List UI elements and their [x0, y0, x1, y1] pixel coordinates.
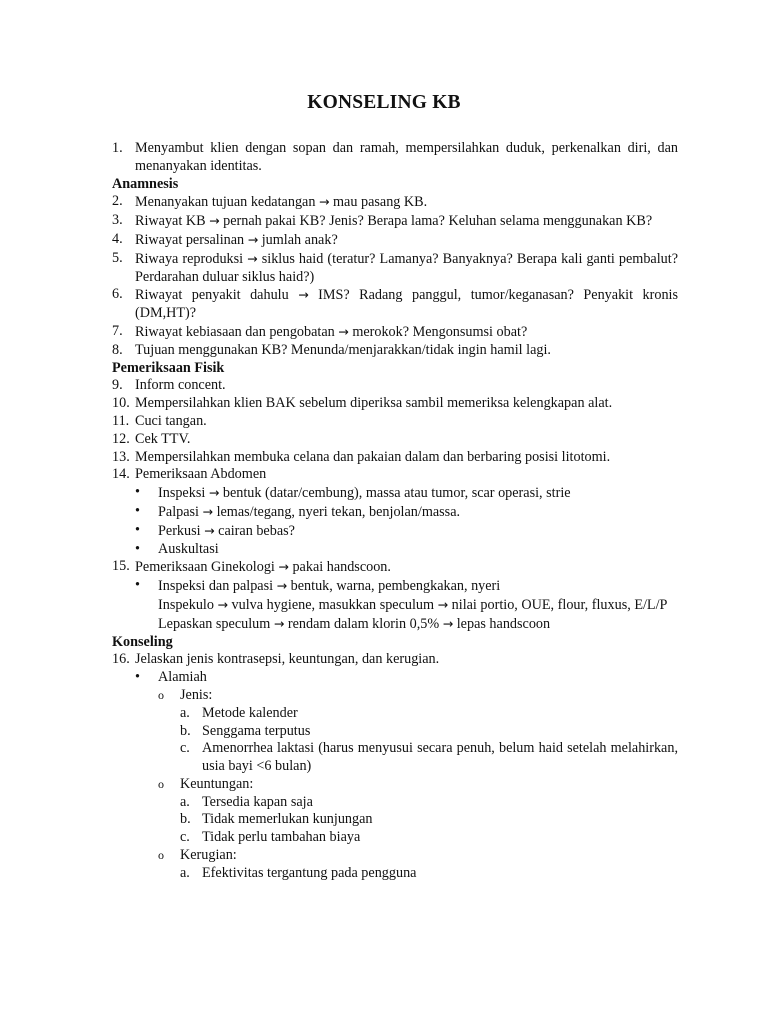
arrow-icon: →: [298, 287, 309, 303]
text-part: bentuk (datar/cembung), massa atau tumor, scar operasi, strie: [219, 485, 571, 502]
text-part: Riwayat KB: [135, 213, 210, 230]
item-number: 10.: [112, 395, 130, 412]
text-part: Riwayat persalinan: [135, 231, 248, 248]
text-part: Palpasi: [158, 503, 203, 520]
text-part: rendam dalam klorin 0,5%: [284, 615, 443, 632]
item-text: [135, 323, 678, 342]
item-number: 11.: [112, 412, 130, 429]
arrow-icon: →: [442, 615, 454, 631]
text-part: jumlah anak?: [258, 231, 338, 248]
item-number: 12.: [112, 430, 130, 447]
item-letter: c.: [180, 829, 190, 846]
bullet-icon: •: [135, 577, 140, 594]
text-part: Lepaskan speculum: [158, 615, 274, 632]
item-number: 13.: [112, 448, 130, 465]
lettered-text: Metode kalender: [202, 704, 298, 721]
item-number: 8.: [112, 341, 123, 358]
bullet-icon: •: [135, 540, 140, 557]
lettered-text: Efektivitas tergantung pada pengguna: [202, 864, 417, 881]
list-item-14: [112, 466, 678, 484]
lettered-item: [180, 723, 678, 741]
text-part: vulva hygiene, masukkan speculum: [228, 596, 438, 613]
arrow-icon: →: [209, 213, 220, 229]
arrow-icon: →: [247, 231, 259, 247]
list-item-6: [112, 286, 678, 323]
text-part: Riwayat kebiasaan dan pengobatan: [135, 323, 339, 340]
bullet-item-alamiah: [135, 669, 678, 687]
item-number: 3.: [112, 212, 123, 229]
bullet-icon: •: [135, 521, 140, 538]
lettered-text: Amenorrhea laktasi (harus menyusui secara penuh, belum haid setelah melahirkan, usia bayi <6 bulan): [202, 740, 678, 775]
item-text: Jelaskan jenis kontrasepsi, keuntungan, dan kerugian.: [135, 651, 440, 668]
section-heading-konseling: Konseling: [112, 633, 173, 650]
item-text: Cuci tangan.: [135, 412, 207, 429]
item-text: [135, 231, 678, 250]
lettered-item: [180, 829, 678, 847]
text-part: pernah pakai KB? Jenis? Berapa lama? Keluhan selama menggunakan KB?: [219, 213, 653, 230]
text-part: nilai portio, OUE, flour, fluxus, E/L/P: [448, 596, 668, 613]
list-item-13: [112, 449, 678, 467]
arrow-icon: →: [318, 194, 330, 210]
arrow-icon: →: [278, 559, 289, 575]
item-number: 2.: [112, 193, 123, 210]
text-part: lemas/tegang, nyeri tekan, benjolan/massa.: [213, 503, 461, 520]
arrow-icon: →: [204, 522, 215, 538]
arrow-icon: →: [276, 578, 288, 594]
item-text: Mempersilahkan membuka celana dan pakaian dalam dan berbaring posisi litotomi.: [135, 448, 611, 465]
text-part: cairan bebas?: [214, 522, 295, 539]
document-body: [112, 140, 678, 883]
list-item-2: [112, 193, 678, 212]
bullet-item-palpasi: [135, 503, 678, 522]
arrow-icon: →: [217, 596, 228, 612]
sub-bullet-kerugian: [158, 847, 678, 865]
lettered-item: [180, 811, 678, 829]
text-part: Inspeksi: [158, 485, 209, 502]
list-item-15: [112, 558, 678, 577]
item-text: [135, 250, 678, 287]
arrow-icon: →: [437, 596, 449, 612]
item-text: Mempersilahkan klien BAK sebelum diperiksa sambil memeriksa kelengkapan alat.: [135, 395, 613, 412]
text-part: IMS? Radang panggul, tumor/keganasan? Penyakit kronis (DM,HT)?: [135, 287, 678, 322]
list-item-1: [112, 140, 678, 176]
sub-bullet-keuntungan: [158, 776, 678, 794]
text-part: bentuk, warna, pembengkakan, nyeri: [287, 578, 501, 595]
circle-bullet-icon: o: [158, 687, 164, 702]
circle-bullet-icon: o: [158, 776, 164, 791]
item-number: 14.: [112, 466, 130, 483]
text-part: pakai handscoon.: [288, 559, 391, 576]
bullet-text: [158, 503, 678, 522]
sub-bullet-text: Keuntungan:: [180, 775, 254, 792]
item-text: Inform concent.: [135, 377, 226, 394]
item-letter: b.: [180, 722, 191, 739]
list-item-8: [112, 342, 678, 360]
item-number: 6.: [112, 286, 123, 303]
bullet-item-perkusi: [135, 522, 678, 541]
item-text: [135, 212, 678, 231]
sub-bullet-text: Kerugian:: [180, 847, 237, 864]
list-item-9: [112, 377, 678, 395]
list-item-4: [112, 231, 678, 250]
lettered-text: Senggama terputus: [202, 722, 311, 739]
lettered-text: Tidak memerlukan kunjungan: [202, 811, 373, 828]
lettered-text: Tidak perlu tambahan biaya: [202, 829, 361, 846]
ginekologi-inspekulo-line: [158, 596, 678, 615]
document-title: KONSELING KB: [307, 92, 461, 113]
lettered-item: [180, 740, 678, 776]
item-number: 1.: [112, 140, 123, 156]
text-part: Menanyakan tujuan kedatangan: [135, 194, 319, 211]
item-number: 4.: [112, 230, 123, 247]
lettered-item: [180, 865, 678, 883]
item-text: Cek TTV.: [135, 430, 191, 447]
bullet-text: Auskultasi: [158, 540, 219, 557]
text-part: siklus haid (teratur? Lamanya? Banyaknya? Berapa kali ganti pembalut? Perdarahan duluar siklus haid?): [135, 250, 678, 285]
text-part: Inspekulo: [158, 596, 218, 613]
list-item-7: [112, 323, 678, 342]
section-heading-pemeriksaan-fisik: Pemeriksaan Fisik: [112, 359, 225, 376]
arrow-icon: →: [247, 250, 258, 266]
item-text: [135, 558, 678, 577]
item-text: Pemeriksaan Abdomen: [135, 466, 267, 483]
item-letter: c.: [180, 740, 190, 757]
bullet-item-ginekologi: [135, 577, 678, 596]
item-letter: a.: [180, 864, 190, 881]
text-part: Pemeriksaan Ginekologi: [135, 559, 279, 576]
bullet-text: [158, 577, 678, 596]
bullet-item-inspeksi: [135, 484, 678, 503]
text-part: Riwaya reproduksi: [135, 250, 248, 267]
arrow-icon: →: [208, 485, 220, 501]
item-number: 15.: [112, 558, 130, 575]
lettered-item: [180, 705, 678, 723]
sub-bullet-jenis: [158, 687, 678, 705]
arrow-icon: →: [273, 615, 285, 631]
lettered-text: Tersedia kapan saja: [202, 793, 313, 810]
bullet-text: [158, 522, 678, 541]
text-part: Riwayat penyakit dahulu: [135, 287, 299, 304]
lettered-item: [180, 794, 678, 812]
sub-bullet-text: Jenis:: [180, 686, 213, 703]
arrow-icon: →: [338, 323, 349, 339]
list-item-5: [112, 250, 678, 287]
text-part: mau pasang KB.: [329, 194, 428, 211]
bullet-icon: •: [135, 484, 140, 501]
circle-bullet-icon: o: [158, 848, 164, 863]
bullet-icon: •: [135, 669, 140, 686]
list-item-10: [112, 395, 678, 413]
ginekologi-lepaskan-line: [158, 615, 678, 634]
item-letter: a.: [180, 704, 190, 721]
bullet-text: [158, 484, 678, 503]
list-item-12: [112, 431, 678, 449]
item-number: 9.: [112, 377, 123, 394]
item-number: 5.: [112, 249, 123, 266]
text-part: merokok? Mengonsumsi obat?: [348, 323, 528, 340]
text-part: lepas handscoon: [453, 615, 551, 632]
arrow-icon: →: [202, 503, 214, 519]
item-text: Menyambut klien dengan sopan dan ramah, mempersilahkan duduk, perkenalkan diri, dan menanyakan identitas.: [135, 140, 678, 174]
item-number: 16.: [112, 651, 130, 668]
bullet-text: Alamiah: [158, 669, 207, 686]
bullet-icon: •: [135, 502, 140, 519]
section-heading-anamnesis: Anamnesis: [112, 175, 179, 192]
item-text: [135, 286, 678, 323]
item-text: [135, 193, 678, 212]
item-letter: b.: [180, 811, 191, 828]
list-item-3: [112, 212, 678, 231]
text-part: Perkusi: [158, 522, 205, 539]
list-item-16: [112, 651, 678, 669]
bullet-item-auskultasi: [135, 541, 678, 559]
item-number: 7.: [112, 322, 123, 339]
item-text: Tujuan menggunakan KB? Menunda/menjarakkan/tidak ingin hamil lagi.: [135, 341, 551, 358]
item-letter: a.: [180, 793, 190, 810]
list-item-11: [112, 413, 678, 431]
text-part: Inspeksi dan palpasi: [158, 578, 277, 595]
